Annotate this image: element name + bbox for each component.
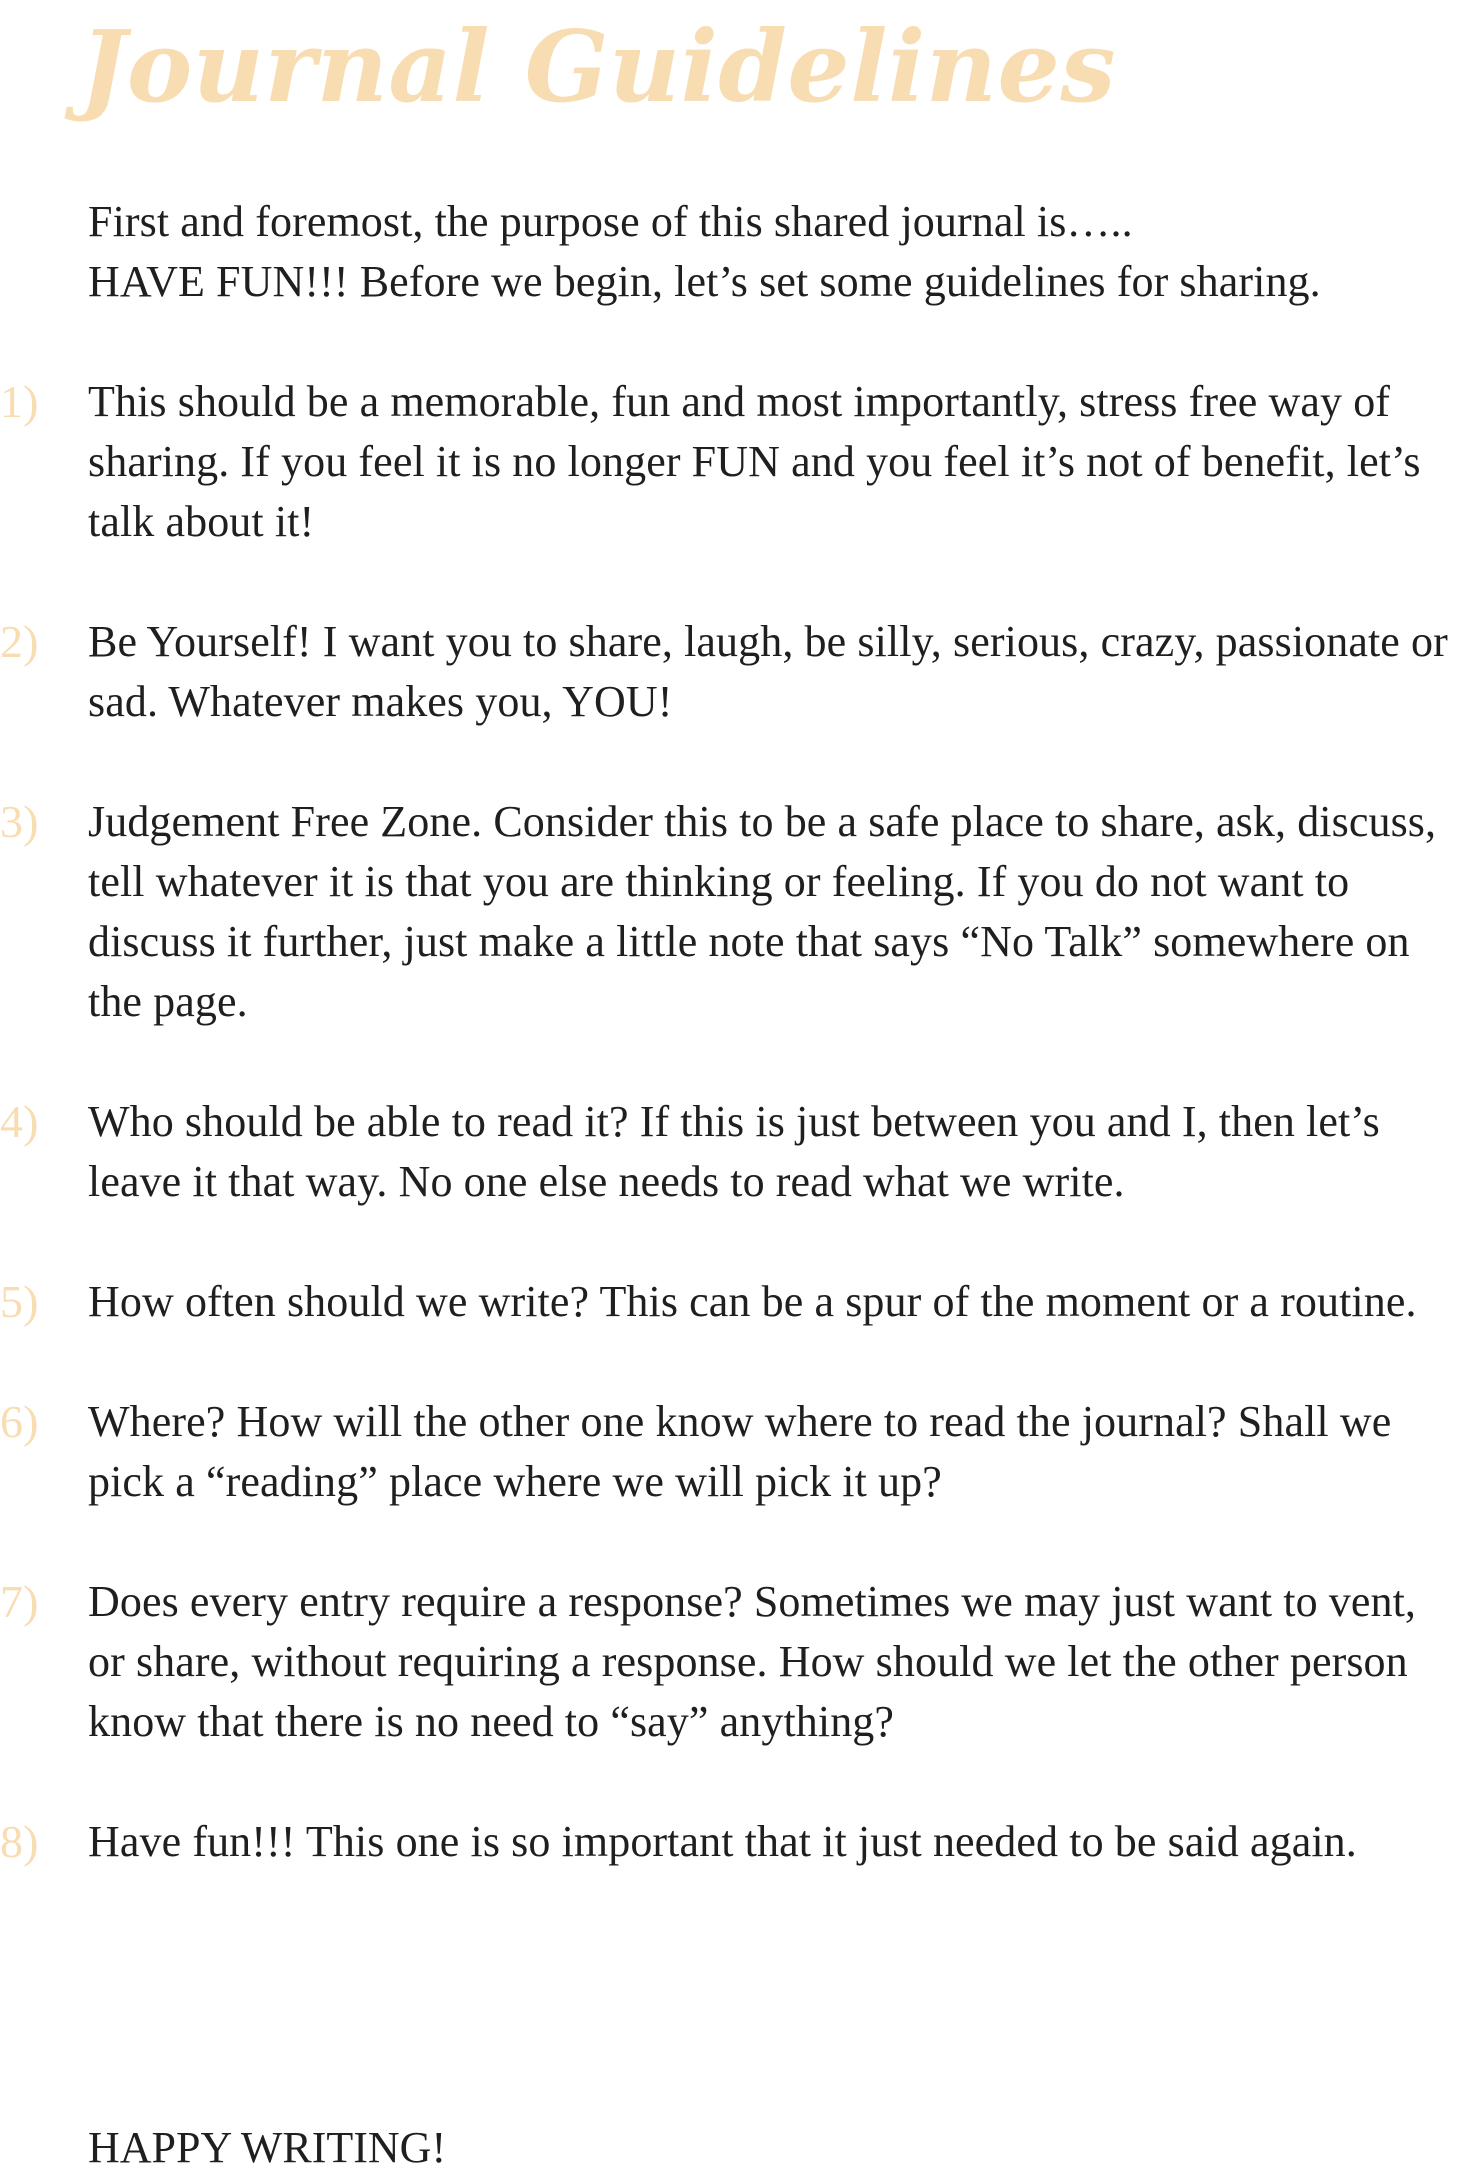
guideline-text: Who should be able to read it? If this is just between you and I, then let’s leave it that way. No one else needs to read what we write. [88,1097,1380,1206]
guideline-number: 2) [0,616,39,667]
guideline-text: Judgement Free Zone. Consider this to be a safe place to share, ask, discuss, tell whatever it is that you are thinking or feeling. If you do not want to discuss it further, just make a little note that says “No Talk” somewhere on the page. [88,797,1437,1026]
guideline-number: 7) [0,1576,39,1627]
guideline-item-2 [0,612,1458,732]
intro-paragraph [88,192,1458,312]
guideline-text: Where? How will the other one know where to read the journal? Shall we pick a “reading” place where we will pick it up? [88,1397,1392,1506]
guideline-number: 8) [0,1816,39,1867]
guideline-item-8 [0,1812,1458,1872]
guideline-item-1 [0,372,1458,552]
guideline-text: This should be a memorable, fun and most importantly, stress free way of sharing. If you feel it is no longer FUN and you feel it’s not of benefit, let’s talk about it! [88,377,1421,546]
guideline-text: Have fun!!! This one is so important that it just needed to be said again. [88,1817,1357,1866]
guidelines-content [0,192,1458,1932]
guideline-text: How often should we write? This can be a spur of the moment or a routine. [88,1277,1417,1326]
guideline-item-7 [0,1572,1458,1752]
guideline-number: 5) [0,1276,39,1327]
guideline-number: 4) [0,1096,39,1147]
intro-line-1: First and foremost, the purpose of this shared journal is….. [88,197,1133,246]
guideline-item-5 [0,1272,1458,1332]
guideline-number: 6) [0,1396,39,1447]
guideline-item-4 [0,1092,1458,1212]
intro-line-2: HAVE FUN!!! Before we begin, let’s set some guidelines for sharing. [88,257,1321,306]
guideline-item-6 [0,1392,1458,1512]
page-title: Journal Guidelines [80,10,1116,125]
guideline-number: 1) [0,376,39,427]
guideline-text: Be Yourself! I want you to share, laugh, be silly, serious, crazy, passionate or sad. Whatever makes you, YOU! [88,617,1448,726]
guideline-text: Does every entry require a response? Sometimes we may just want to vent, or share, without requiring a response. How should we let the other person know that there is no need to “say” anything? [88,1577,1417,1746]
guideline-item-3 [0,792,1458,1032]
closing-text: HAPPY WRITING! [88,2123,447,2172]
guideline-number: 3) [0,796,39,847]
